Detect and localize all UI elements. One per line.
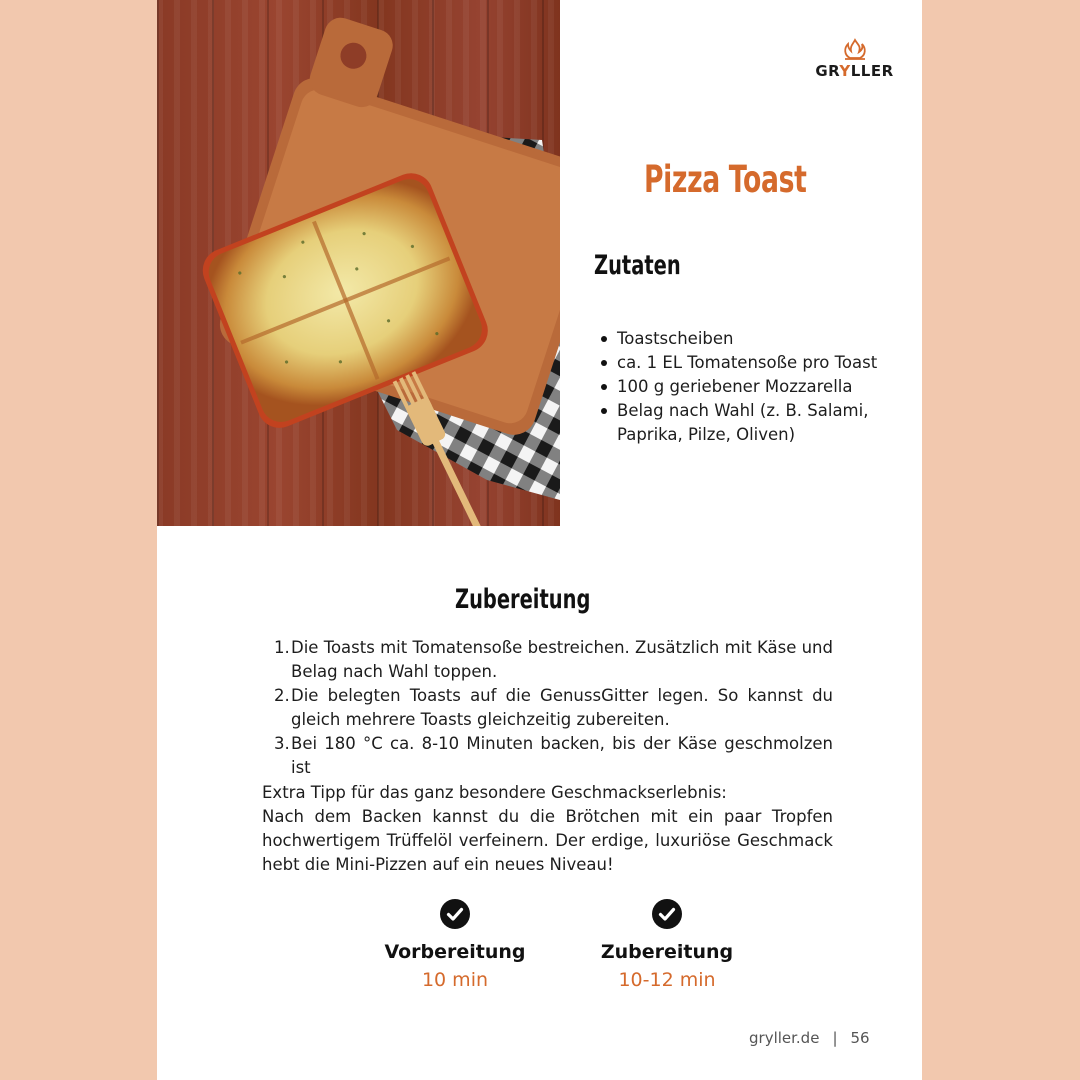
gryller-logo (812, 38, 897, 80)
logo-prefix: GR (815, 62, 840, 80)
tip-title: Extra Tipp für das ganz besondere Geschmackserlebnis: (262, 783, 727, 802)
pizza-toast-photo (157, 0, 560, 526)
step-text: Die Toasts mit Tomatensoße bestreichen. Zusätzlich mit Käse und Belag nach Wahl toppen. (291, 638, 833, 681)
steps-list (262, 636, 833, 780)
step-text: Bei 180 °C ca. 8-10 Minuten backen, bis der Käse geschmolzen ist (291, 734, 833, 777)
prep-time-value: 10 min (421, 969, 489, 991)
extra-tip (262, 781, 833, 877)
step-item (262, 732, 833, 780)
step-item (262, 636, 833, 684)
ingredient-item: Belag nach Wahl (z. B. Salami, Paprika, Pilze, Oliven) (617, 399, 897, 447)
ingredient-item: ca. 1 EL Tomatensoße pro Toast (617, 351, 897, 375)
ingredient-item: Toastscheiben (617, 327, 897, 351)
prep-time-label: Vorbereitung (384, 941, 526, 963)
cook-time-value: 10-12 min (618, 969, 716, 991)
check-circle-icon (652, 899, 682, 929)
page-footer (749, 1029, 870, 1047)
recipe-title: Pizza Toast (644, 158, 807, 201)
footer-separator: | (832, 1029, 838, 1047)
preparation-heading: Zubereitung (455, 584, 591, 615)
step-text: Die belegten Toasts auf die GenussGitter legen. So kannst du gleich mehrere Toasts gleichzeitig zubereiten. (291, 686, 833, 729)
ingredients-list (595, 327, 897, 447)
logo-accent: Y (839, 62, 851, 80)
logo-suffix: LLER (850, 62, 894, 80)
cook-time-label: Zubereitung (600, 941, 734, 963)
step-number: 1. (274, 638, 290, 657)
logo-wordmark (812, 62, 897, 80)
page-number: 56 (850, 1029, 870, 1047)
recipe-page (157, 0, 922, 1080)
tip-text: Nach dem Backen kannst du die Brötchen mit ein paar Tropfen hochwertigem Trüffelöl verfeinern. Der erdige, luxuriöse Geschmack hebt die Mini-Pizzen auf ein neues Niveau! (262, 807, 833, 874)
check-circle-icon (440, 899, 470, 929)
photo-illustration (157, 0, 560, 526)
step-item (262, 684, 833, 732)
ingredient-item: 100 g geriebener Mozzarella (617, 375, 897, 399)
cook-time-block (567, 898, 767, 991)
flame-icon (840, 38, 870, 60)
step-number: 3. (274, 734, 290, 753)
prep-time-block (355, 898, 555, 991)
step-number: 2. (274, 686, 290, 705)
footer-site: gryller.de (749, 1029, 820, 1047)
ingredients-heading: Zutaten (594, 250, 681, 281)
